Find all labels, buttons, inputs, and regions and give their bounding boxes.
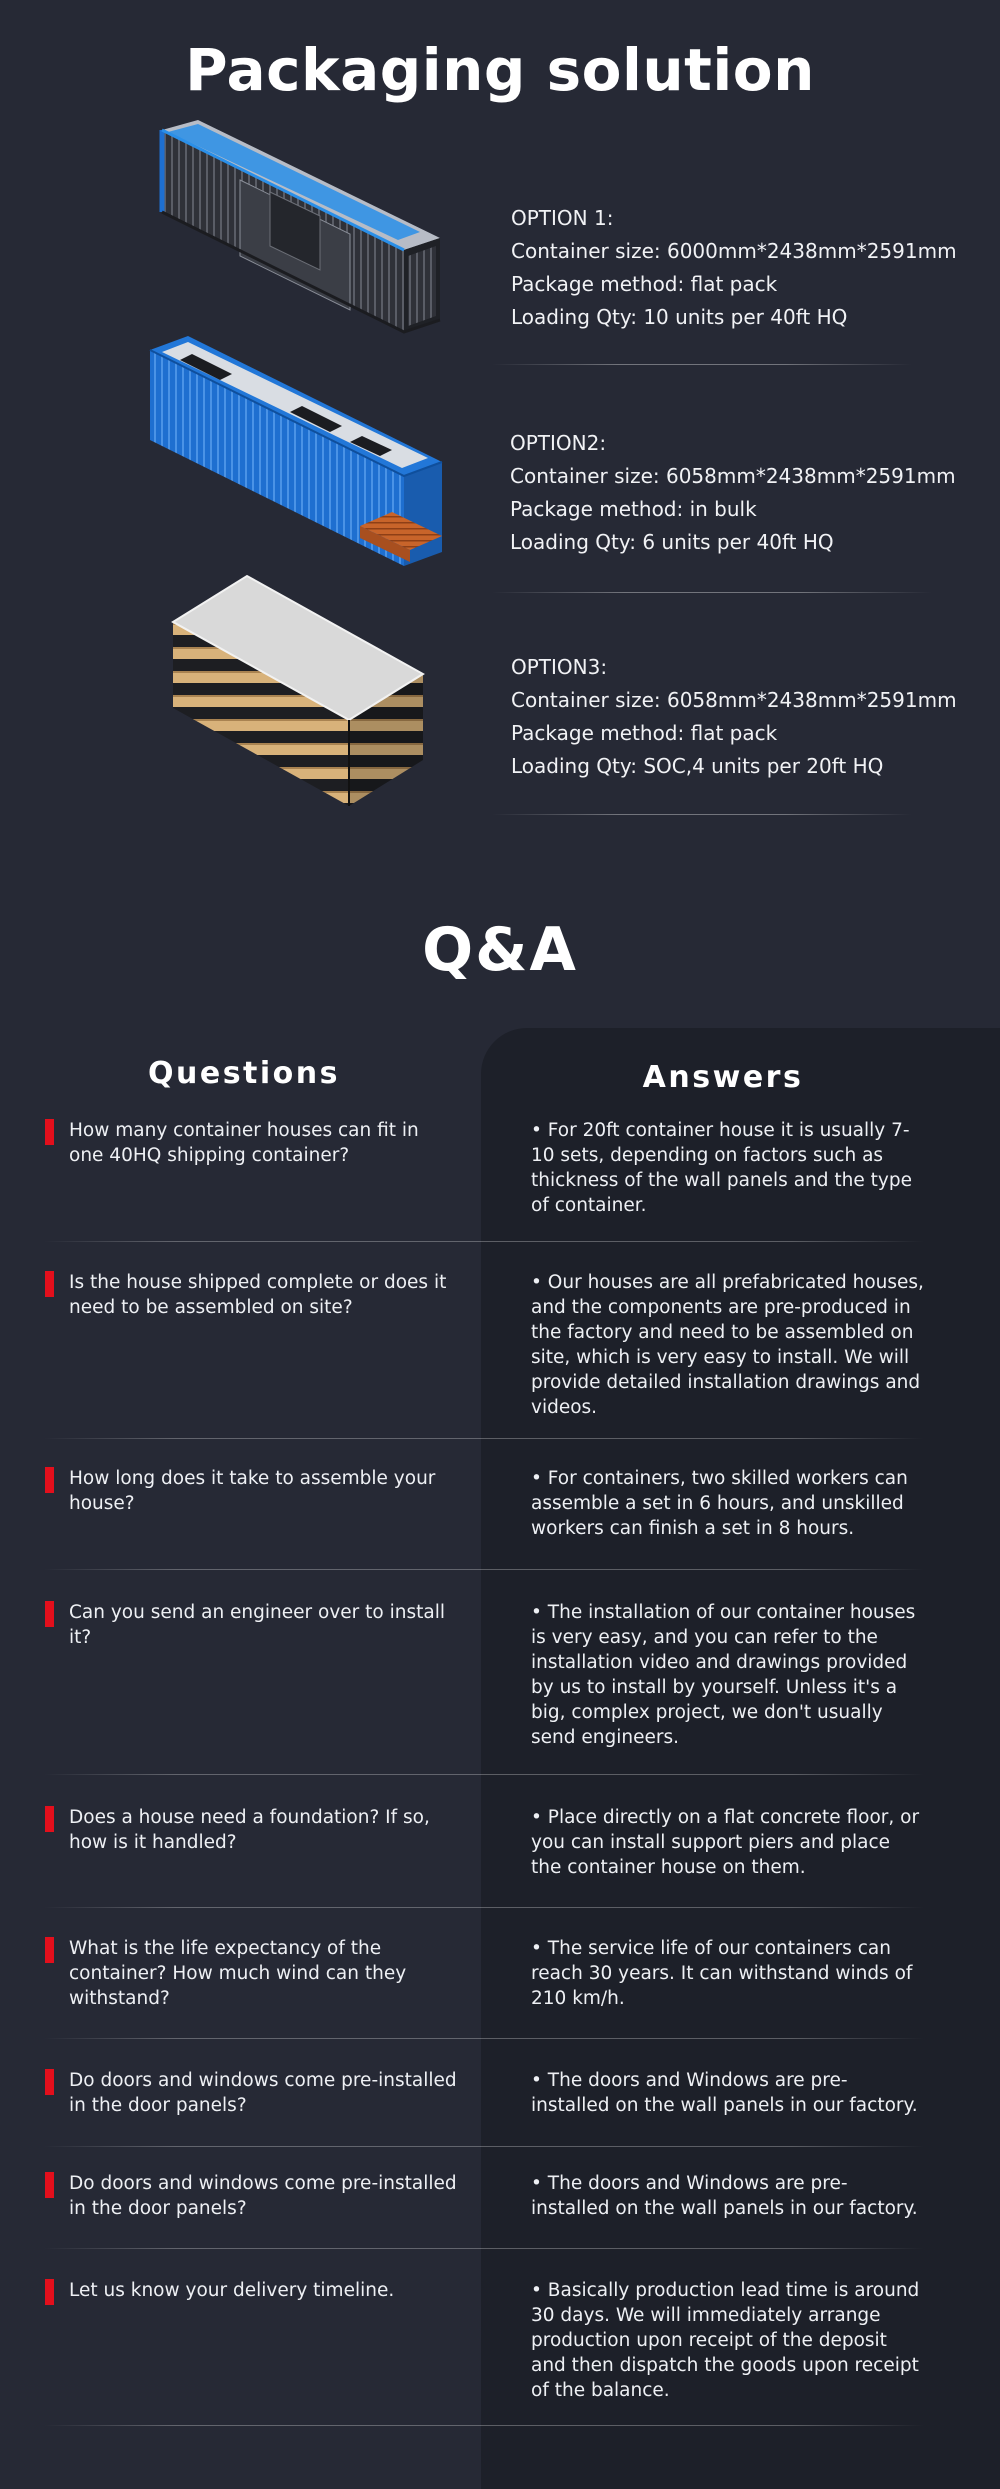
question-marker	[45, 1119, 54, 1145]
option-2-size: Container size: 6058mm*2438mm*2591mm	[510, 464, 956, 488]
question-text: Let us know your delivery timeline.	[69, 2280, 395, 2301]
option-1-method: Package method: flat pack	[511, 272, 778, 296]
question-marker	[45, 2069, 54, 2095]
answer-text: • The service life of our containers can reach 30 years. It can withstand winds of 210 km/h.	[531, 1938, 913, 2009]
row-divider	[44, 2425, 924, 2426]
bulk-shipping-container-icon	[140, 330, 450, 580]
questions-heading: Questions	[147, 1056, 340, 1091]
row-divider	[44, 1241, 924, 1242]
option-3-qty: Loading Qty: SOC,4 units per 20ft HQ	[511, 754, 884, 778]
question-text: What is the life expectancy of the container? How much wind can they withstand?	[69, 1938, 407, 2009]
option-2-method: Package method: in bulk	[510, 497, 757, 521]
option-2-divider	[492, 592, 932, 593]
option-2-label: OPTION2:	[510, 431, 607, 455]
row-divider	[44, 2146, 924, 2147]
question-text: How long does it take to assemble your house?	[69, 1468, 436, 1514]
option-3-text	[511, 651, 957, 783]
option-1-label: OPTION 1:	[511, 206, 614, 230]
answer-text: • Basically production lead time is around 30 days. We will immediately arrange production upon receipt of the deposit and then dispatch the goods upon receipt of the balance.	[531, 2280, 920, 2401]
option-3-divider	[492, 814, 912, 815]
question-text: Is the house shipped complete or does it need to be assembled on site?	[69, 1272, 447, 1318]
answer-text: • Place directly on a flat concrete floor, or you can install support piers and place the container house on them.	[531, 1807, 920, 1878]
answer-text: • The doors and Windows are pre-installed on the wall panels in our factory.	[531, 2070, 918, 2116]
question-text: Do doors and windows come pre-installed in the door panels?	[69, 2173, 457, 2219]
question-marker	[45, 1601, 54, 1627]
row-divider	[44, 1569, 924, 1570]
row-divider	[44, 2038, 924, 2039]
option-1-qty: Loading Qty: 10 units per 40ft HQ	[511, 305, 848, 329]
qa-title: Q&A	[422, 915, 578, 985]
question-text: How many container houses can fit in one 40HQ shipping container?	[69, 1120, 419, 1166]
row-divider	[44, 2248, 924, 2249]
question-marker	[45, 1467, 54, 1493]
row-divider	[44, 1907, 924, 1908]
stacked-flat-pack-icon	[165, 570, 435, 815]
row-divider	[44, 1438, 924, 1439]
option-3-method: Package method: flat pack	[511, 721, 778, 745]
answers-panel	[481, 1028, 1000, 2489]
question-marker	[45, 1271, 54, 1297]
answers-heading: Answers	[642, 1060, 804, 1095]
question-marker	[45, 2172, 54, 2198]
option-2-text	[510, 427, 956, 559]
option-1-text	[511, 202, 957, 334]
row-divider	[44, 1774, 924, 1775]
answer-text: • Our houses are all prefabricated houses, and the components are pre-produced in the factory and need to be assembled on site, which is very easy to install. We will provide detailed installation drawings and videos.	[531, 1272, 924, 1418]
question-text: Does a house need a foundation? If so, how is it handled?	[69, 1807, 430, 1853]
question-marker	[45, 1806, 54, 1832]
answer-text: • For 20ft container house it is usually 7-10 sets, depending on factors such as thickness of the wall panels and the type of container.	[531, 1120, 912, 1216]
option-3-label: OPTION3:	[511, 655, 608, 679]
packaging-title: Packaging solution	[185, 36, 815, 104]
question-text: Can you send an engineer over to install it?	[69, 1602, 445, 1648]
option-3-size: Container size: 6058mm*2438mm*2591mm	[511, 688, 957, 712]
answer-text: • The installation of our container houses is very easy, and you can refer to the installation video and drawings provided by us to install by yourself. Unless it's a big, complex project, we don't usually send engineers.	[531, 1602, 916, 1748]
question-text: Do doors and windows come pre-installed in the door panels?	[69, 2070, 457, 2116]
option-2-qty: Loading Qty: 6 units per 40ft HQ	[510, 530, 834, 554]
option-1-divider	[492, 364, 912, 365]
answer-text: • The doors and Windows are pre-installed on the wall panels in our factory.	[531, 2173, 918, 2219]
option-1-size: Container size: 6000mm*2438mm*2591mm	[511, 239, 957, 263]
question-marker	[45, 1937, 54, 1963]
answer-text: • For containers, two skilled workers can assemble a set in 6 hours, and unskilled workers can finish a set in 8 hours.	[531, 1468, 908, 1539]
question-marker	[45, 2279, 54, 2305]
